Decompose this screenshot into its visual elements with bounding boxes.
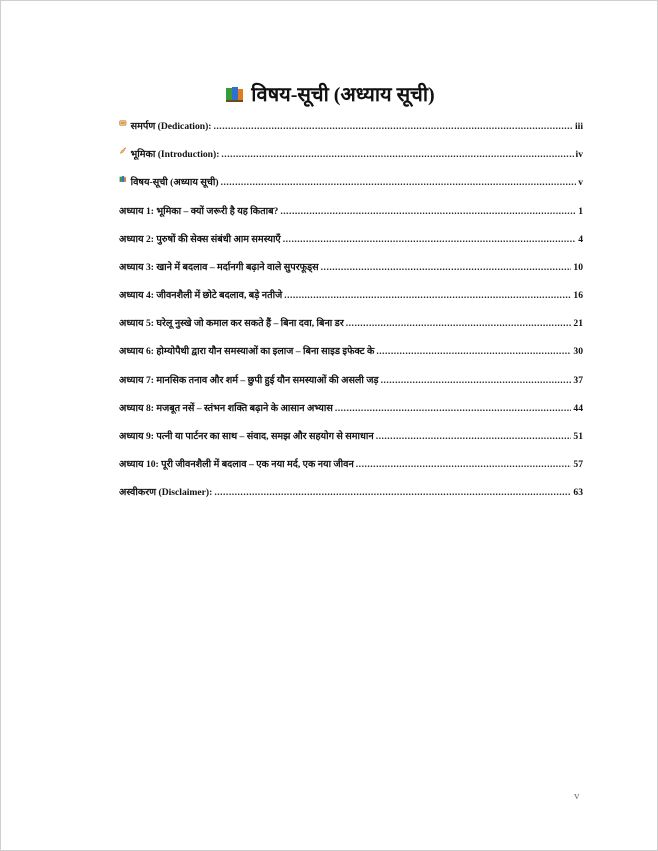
toc-entry-page: 16 xyxy=(573,290,583,301)
toc-entry-dedication[interactable] xyxy=(119,117,583,137)
toc-entry-disclaimer[interactable] xyxy=(119,483,583,503)
dot-leader xyxy=(214,117,574,137)
toc-entry-label: अध्याय 2: पुरुषों की सेक्स संबंधी आम समस्याएँ xyxy=(119,234,281,245)
dot-leader xyxy=(284,286,571,306)
toc-entry-chapter-3[interactable] xyxy=(119,258,583,278)
dot-leader xyxy=(221,145,573,165)
dot-leader xyxy=(346,314,572,334)
toc-entry-chapter-6[interactable] xyxy=(119,342,583,362)
toc-heading xyxy=(1,81,658,109)
toc-entry-label: अस्वीकरण (Disclaimer): xyxy=(119,487,213,498)
toc-entry-label: अध्याय 6: होम्योपैथी द्वारा यौन समस्याओं का इलाज – बिना साइड इफेक्ट के xyxy=(119,346,375,357)
toc-entry-label: अध्याय 10: पूरी जीवनशैली में बदलाव – एक नया मर्द, एक नया जीवन xyxy=(119,459,354,470)
dot-leader xyxy=(356,455,572,475)
toc-entry-chapter-10[interactable] xyxy=(119,455,583,475)
toc-entry-label: अध्याय 3: खाने में बदलाव – मर्दानगी बढ़ाने वाले सुपरफूड्स xyxy=(119,262,319,273)
toc-entry-label: अध्याय 5: घरेलू नुस्खे जो कमाल कर सकते हैं – बिना दवा, बिना डर xyxy=(119,318,344,329)
toc-entry-chapter-8[interactable] xyxy=(119,399,583,419)
toc-entry-label: विषय-सूची (अध्याय सूची) xyxy=(130,177,219,188)
dot-leader xyxy=(221,173,577,193)
page-number: v xyxy=(574,790,580,802)
toc-entry-page: iii xyxy=(575,121,583,132)
toc-entry-page: v xyxy=(578,177,583,188)
toc-entry-page: 44 xyxy=(573,403,583,414)
toc-entry-chapter-1[interactable] xyxy=(119,202,583,222)
toc-entry-page: 51 xyxy=(573,431,583,442)
toc-entry-chapter-5[interactable] xyxy=(119,314,583,334)
toc-entry-chapter-9[interactable] xyxy=(119,427,583,447)
dot-leader xyxy=(376,342,571,362)
toc-entry-page: 10 xyxy=(573,262,583,273)
toc-entry-label: अध्याय 1: भूमिका – क्यों जरूरी है यह किताब? xyxy=(119,206,279,217)
toc-entry-chapter-7[interactable] xyxy=(119,371,583,391)
toc-entry-label: अध्याय 7: मानसिक तनाव और शर्म – छुपी हुई यौन समस्याओं की असली जड़ xyxy=(119,375,379,386)
toc-entry-label: अध्याय 4: जीवनशैली में छोटे बदलाव, बड़े नतीजे xyxy=(119,290,283,301)
dot-leader xyxy=(214,483,571,503)
toc-entry-page: 57 xyxy=(573,459,583,470)
dot-leader xyxy=(381,371,572,391)
dot-leader xyxy=(376,427,572,447)
toc-entry-chapter-2[interactable] xyxy=(119,230,583,250)
toc-entry-page: 21 xyxy=(573,318,583,329)
scroll-icon xyxy=(119,117,127,129)
dot-leader xyxy=(280,202,576,222)
dot-leader xyxy=(335,399,572,419)
dot-leader xyxy=(283,230,576,250)
writing-hand-icon xyxy=(119,145,127,157)
toc-entry-label: समर्पण (Dedication): xyxy=(130,121,212,132)
toc-entry-introduction[interactable] xyxy=(119,145,583,165)
toc-entry-page: 37 xyxy=(573,375,583,386)
books-icon xyxy=(119,173,127,185)
toc-entry-label: अध्याय 9: पत्नी या पार्टनर का साथ – संवाद, समझ और सहयोग से समाधान xyxy=(119,431,374,442)
toc-entry-page: 4 xyxy=(578,234,583,245)
books-icon xyxy=(225,85,245,103)
dot-leader xyxy=(321,258,572,278)
toc-entry-page: iv xyxy=(575,149,583,160)
toc-entry-page: 30 xyxy=(573,346,583,357)
toc-entry-contents[interactable] xyxy=(119,173,583,193)
toc-entry-chapter-4[interactable] xyxy=(119,286,583,306)
toc-entry-label: भूमिका (Introduction): xyxy=(130,149,220,160)
toc-entry-page: 63 xyxy=(573,487,583,498)
toc-entry-page: 1 xyxy=(578,206,583,217)
toc-title: विषय-सूची (अध्याय सूची) xyxy=(251,84,435,106)
toc-entry-label: अध्याय 8: मजबूत नसें – स्तंभन शक्ति बढ़ाने के आसान अभ्यास xyxy=(119,403,333,414)
